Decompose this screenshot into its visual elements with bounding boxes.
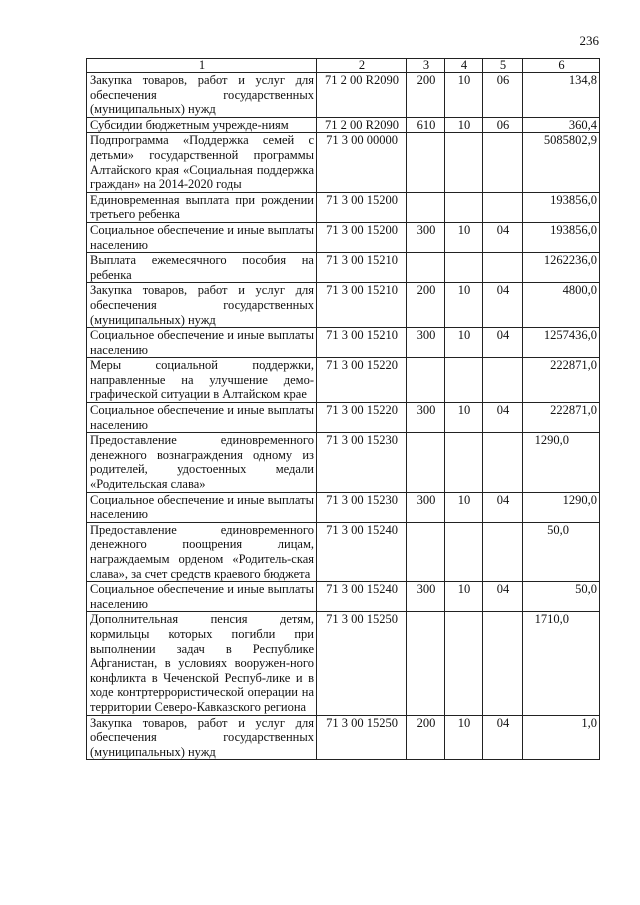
row-target-article-cell: 71 3 00 15210: [317, 328, 407, 358]
row-amount-cell: 1710,0: [523, 612, 600, 715]
row-subsection-cell: 06: [483, 117, 523, 133]
table-row: [87, 403, 600, 433]
table-row: [87, 222, 600, 252]
row-amount-cell: 1262236,0: [523, 253, 600, 283]
row-section-cell: [445, 133, 483, 192]
row-name-cell: Предоставление единовременного денежного вознаграждения одному из родителей, удостоенных медали «Родительская слава»: [87, 433, 317, 492]
row-target-article-cell: 71 3 00 15220: [317, 358, 407, 403]
column-header: 6: [523, 59, 600, 73]
row-subsection-cell: [483, 522, 523, 581]
row-subsection-cell: 06: [483, 73, 523, 118]
row-target-article-cell: 71 3 00 15230: [317, 492, 407, 522]
row-expense-type-cell: 200: [407, 715, 445, 760]
row-expense-type-cell: 200: [407, 73, 445, 118]
row-target-article-cell: 71 3 00 15230: [317, 433, 407, 492]
row-expense-type-cell: [407, 612, 445, 715]
row-section-cell: 10: [445, 283, 483, 328]
table-row: [87, 522, 600, 581]
row-section-cell: 10: [445, 117, 483, 133]
table-body: [87, 73, 600, 760]
row-expense-type-cell: [407, 358, 445, 403]
row-name-cell: Выплата ежемесячного пособия на ребенка: [87, 253, 317, 283]
row-amount-cell: 222871,0: [523, 358, 600, 403]
row-subsection-cell: [483, 253, 523, 283]
row-name-cell: Закупка товаров, работ и услуг для обеспечения государственных (муниципальных) нужд: [87, 283, 317, 328]
row-section-cell: [445, 433, 483, 492]
row-expense-type-cell: [407, 192, 445, 222]
table-row: [87, 715, 600, 760]
table-row: [87, 612, 600, 715]
row-name-cell: Социальное обеспечение и иные выплаты населению: [87, 492, 317, 522]
row-section-cell: [445, 358, 483, 403]
row-section-cell: 10: [445, 715, 483, 760]
column-header: 2: [317, 59, 407, 73]
row-target-article-cell: 71 3 00 15200: [317, 222, 407, 252]
row-expense-type-cell: [407, 522, 445, 581]
row-expense-type-cell: 300: [407, 492, 445, 522]
row-amount-cell: 1290,0: [523, 433, 600, 492]
row-target-article-cell: 71 2 00 R2090: [317, 117, 407, 133]
row-name-cell: Закупка товаров, работ и услуг для обеспечения государственных (муниципальных) нужд: [87, 73, 317, 118]
row-section-cell: [445, 522, 483, 581]
row-name-cell: Субсидии бюджетным учрежде-ниям: [87, 117, 317, 133]
row-subsection-cell: 04: [483, 283, 523, 328]
table-row: [87, 492, 600, 522]
row-target-article-cell: 71 2 00 R2090: [317, 73, 407, 118]
row-expense-type-cell: 610: [407, 117, 445, 133]
table-row: [87, 133, 600, 192]
row-section-cell: 10: [445, 328, 483, 358]
row-subsection-cell: [483, 612, 523, 715]
row-amount-cell: 193856,0: [523, 222, 600, 252]
row-expense-type-cell: [407, 253, 445, 283]
row-amount-cell: 50,0: [523, 522, 600, 581]
row-section-cell: 10: [445, 73, 483, 118]
row-amount-cell: 50,0: [523, 582, 600, 612]
row-amount-cell: 1,0: [523, 715, 600, 760]
table-row: [87, 433, 600, 492]
row-section-cell: 10: [445, 403, 483, 433]
table-row: [87, 253, 600, 283]
row-amount-cell: 193856,0: [523, 192, 600, 222]
row-name-cell: Предоставление единовременного денежного поощрения лицам, награждаемым орденом «Родитель-ская слава», за счет средств краевого бюджета: [87, 522, 317, 581]
row-expense-type-cell: 300: [407, 222, 445, 252]
row-name-cell: Закупка товаров, работ и услуг для обеспечения государственных (муниципальных) нужд: [87, 715, 317, 760]
table-header-row: [87, 59, 600, 73]
row-expense-type-cell: 200: [407, 283, 445, 328]
column-header: 4: [445, 59, 483, 73]
row-amount-cell: 360,4: [523, 117, 600, 133]
row-amount-cell: 1290,0: [523, 492, 600, 522]
row-subsection-cell: 04: [483, 328, 523, 358]
row-target-article-cell: 71 3 00 15240: [317, 522, 407, 581]
row-expense-type-cell: 300: [407, 582, 445, 612]
row-amount-cell: 4800,0: [523, 283, 600, 328]
row-section-cell: [445, 612, 483, 715]
table-row: [87, 328, 600, 358]
row-expense-type-cell: [407, 433, 445, 492]
row-section-cell: 10: [445, 492, 483, 522]
table-row: [87, 73, 600, 118]
row-amount-cell: 222871,0: [523, 403, 600, 433]
row-expense-type-cell: [407, 133, 445, 192]
row-target-article-cell: 71 3 00 15250: [317, 715, 407, 760]
column-header: 3: [407, 59, 445, 73]
row-name-cell: Меры социальной поддержки, направленные на улучшение демо-графической ситуации в Алтайском крае: [87, 358, 317, 403]
row-subsection-cell: [483, 358, 523, 403]
table-row: [87, 192, 600, 222]
table-row: [87, 283, 600, 328]
row-amount-cell: 1257436,0: [523, 328, 600, 358]
row-name-cell: Социальное обеспечение и иные выплаты населению: [87, 328, 317, 358]
row-expense-type-cell: 300: [407, 403, 445, 433]
row-name-cell: Дополнительная пенсия детям, кормильцы которых погибли при выполнении задач в Республике Афганистан, в условиях вооружен-ного конфликта в Чеченской Респуб-лике и в ходе контртеррористической операции на территории Северо-Кавказского региона: [87, 612, 317, 715]
row-section-cell: 10: [445, 222, 483, 252]
row-subsection-cell: 04: [483, 715, 523, 760]
row-target-article-cell: 71 3 00 15200: [317, 192, 407, 222]
row-name-cell: Социальное обеспечение и иные выплаты населению: [87, 582, 317, 612]
row-target-article-cell: 71 3 00 15240: [317, 582, 407, 612]
row-target-article-cell: 71 3 00 15250: [317, 612, 407, 715]
row-subsection-cell: [483, 133, 523, 192]
table-row: [87, 117, 600, 133]
row-amount-cell: 134,8: [523, 73, 600, 118]
row-section-cell: [445, 253, 483, 283]
row-subsection-cell: 04: [483, 582, 523, 612]
table-row: [87, 358, 600, 403]
row-target-article-cell: 71 3 00 15210: [317, 283, 407, 328]
row-target-article-cell: 71 3 00 00000: [317, 133, 407, 192]
row-name-cell: Социальное обеспечение и иные выплаты населению: [87, 403, 317, 433]
row-target-article-cell: 71 3 00 15210: [317, 253, 407, 283]
column-header: 1: [87, 59, 317, 73]
row-subsection-cell: 04: [483, 222, 523, 252]
row-name-cell: Единовременная выплата при рождении третьего ребенка: [87, 192, 317, 222]
table-row: [87, 582, 600, 612]
row-expense-type-cell: 300: [407, 328, 445, 358]
row-subsection-cell: 04: [483, 403, 523, 433]
budget-table: [86, 58, 600, 760]
row-name-cell: Социальное обеспечение и иные выплаты населению: [87, 222, 317, 252]
row-name-cell: Подпрограмма «Поддержка семей с детьми» государственной программы Алтайского края «Социальная поддержка граждан» на 2014-2020 годы: [87, 133, 317, 192]
row-subsection-cell: [483, 192, 523, 222]
row-amount-cell: 5085802,9: [523, 133, 600, 192]
column-header: 5: [483, 59, 523, 73]
page-number: 236: [579, 33, 599, 48]
row-target-article-cell: 71 3 00 15220: [317, 403, 407, 433]
row-section-cell: [445, 192, 483, 222]
row-subsection-cell: [483, 433, 523, 492]
row-section-cell: 10: [445, 582, 483, 612]
row-subsection-cell: 04: [483, 492, 523, 522]
